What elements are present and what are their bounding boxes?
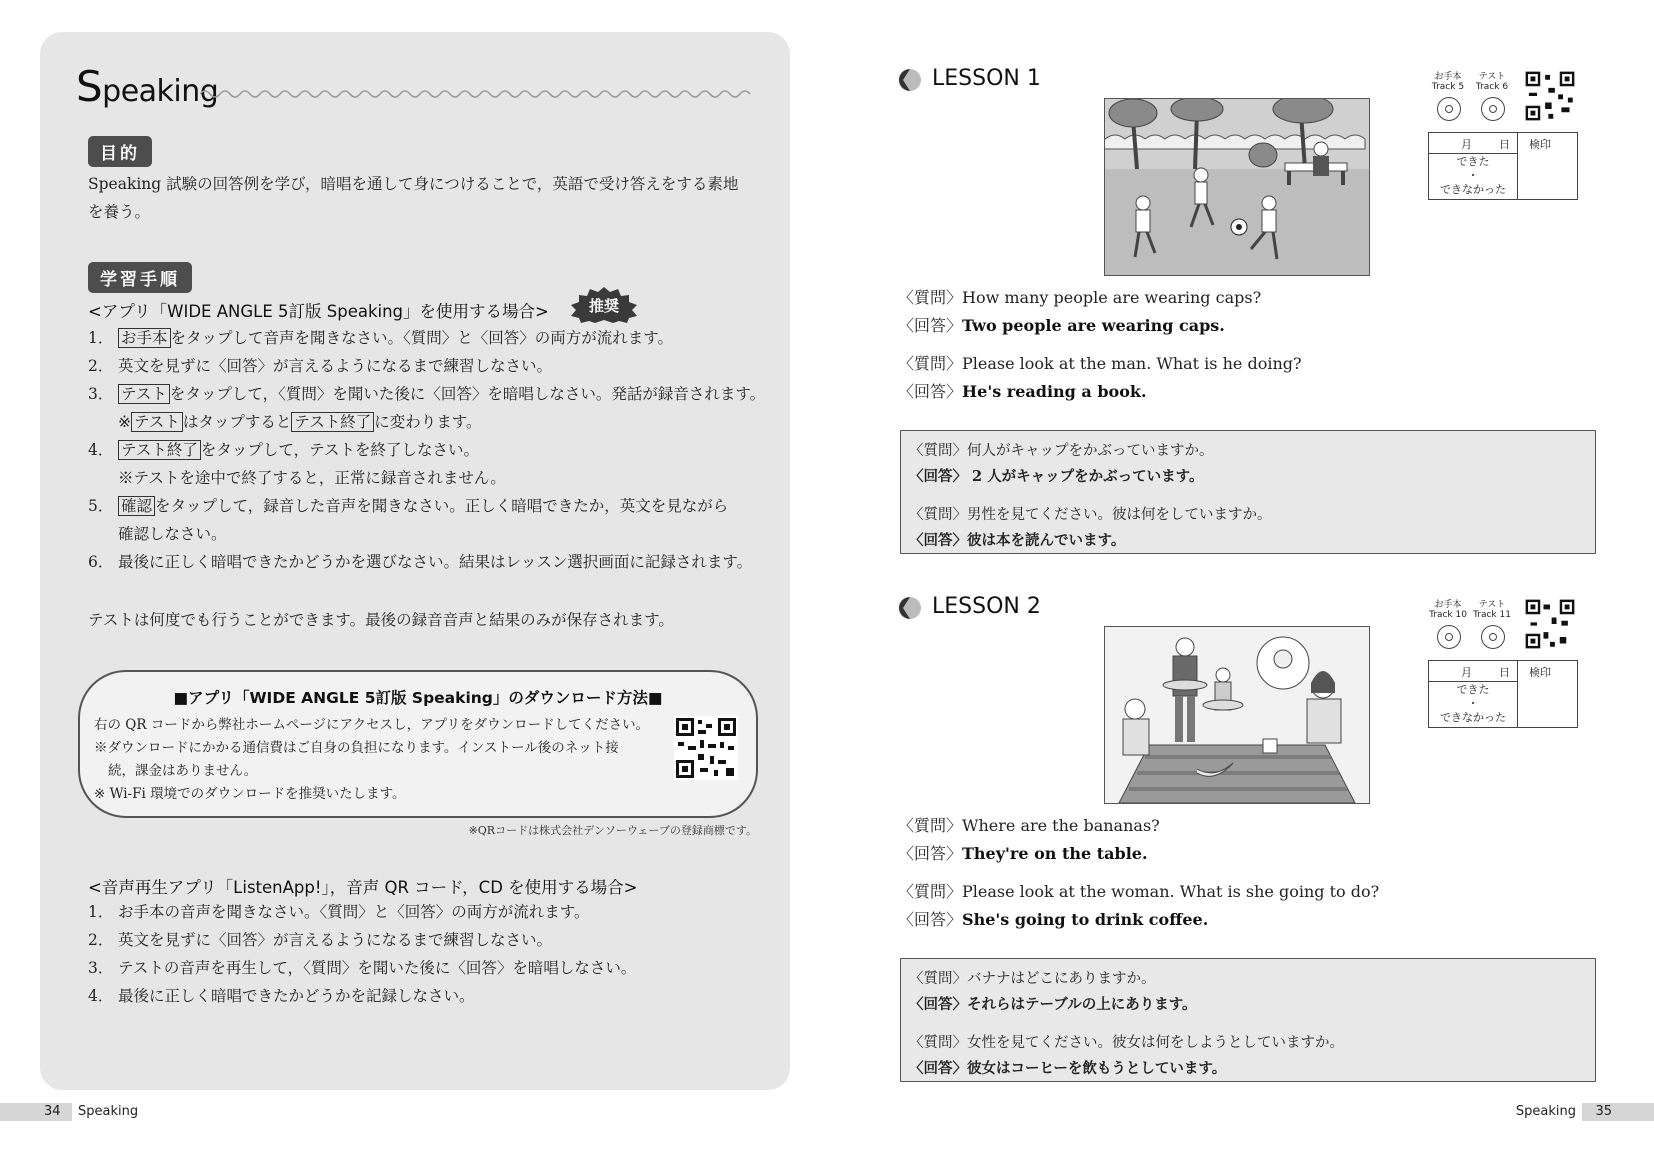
app-usage-heading: <アプリ「WIDE ANGLE 5訂版 Speaking」を使用する場合> <box>88 302 549 321</box>
lesson-1-model-track-label: お手本 Track 5 <box>1431 72 1465 92</box>
lesson-1-jp-q2: 〈質問〉男性を見てください。彼は何をしていますか。 <box>909 507 1272 523</box>
download-title: ■アプリ「WIDE ANGLE 5訂版 Speaking」のダウンロード方法■ <box>173 689 663 707</box>
lesson-1-model-cd-icon[interactable] <box>1437 97 1461 121</box>
lesson-marker-icon <box>898 596 922 620</box>
lesson-1-qr-code-icon[interactable] <box>1524 70 1576 122</box>
listen-step-2: 2． 英文を見ずに〈回答〉が言えるようになるまで練習しなさい。 <box>88 931 553 949</box>
lesson-1-translation-box <box>900 430 1596 554</box>
left-footer-label: Speaking <box>78 1104 139 1119</box>
lesson-2-q2: 〈質問〉Please look at the woman. What is she going to do? <box>898 882 1380 901</box>
app-step-3: 3． テスト をタップして，〈質問〉を聞いた後に〈回答〉を暗唱しなさい。発話が録音されます。 <box>88 385 766 403</box>
lesson-2-test-track-label: テスト Track 11 <box>1473 600 1511 620</box>
left-page-number: 34 <box>44 1104 61 1119</box>
download-instructions-box <box>78 670 758 818</box>
app-step-3-note: ※ テスト はタップすると テスト終了 に変わります。 <box>118 413 482 431</box>
lesson-2-jp-q1: 〈質問〉バナナはどこにありますか。 <box>909 971 1156 987</box>
right-footer-label: Speaking <box>1515 1104 1576 1119</box>
lesson-2-day-label: 日 <box>1499 666 1510 679</box>
lesson-2-title: LESSON 2 <box>932 594 1041 619</box>
lesson-2-test-cd-icon[interactable] <box>1481 625 1505 649</box>
recommend-badge <box>569 287 639 323</box>
lesson-2-a2: 〈回答〉She's going to drink coffee. <box>898 910 1209 929</box>
listen-step-1: 1． お手本の音声を聞きなさい。〈質問〉と〈回答〉の両方が流れます。 <box>88 903 590 921</box>
lesson-1-month-label: 月 <box>1461 138 1472 151</box>
app-step-5: 5． 確認 をタップして，録音した音声を聞きなさい。正しく暗唱できたか，英文を見ながら <box>88 497 729 515</box>
lesson-1-record-box <box>1428 132 1578 200</box>
lesson-2-result-options[interactable]: できた ・ できなかった <box>1440 683 1506 724</box>
page-title: Speaking <box>76 62 219 111</box>
lesson-2-jp-q2: 〈質問〉女性を見てください。彼女は何をしようとしていますか。 <box>909 1035 1344 1051</box>
footer-right-bar <box>1582 1103 1654 1121</box>
lesson-2-q1: 〈質問〉Where are the bananas? <box>898 816 1160 835</box>
app-step-4: 4． テスト終了 をタップして，テストを終了しなさい。 <box>88 441 479 459</box>
lesson-1-a2: 〈回答〉He's reading a book. <box>898 382 1147 401</box>
purpose-tag: 目的 <box>88 136 152 167</box>
svg-text:推奨: 推奨 <box>588 297 620 315</box>
listen-step-3: 3． テストの音声を再生して，〈質問〉を聞いた後に〈回答〉を暗唱しなさい。 <box>88 959 637 977</box>
lesson-1-stamp-label: 検印 <box>1529 138 1551 151</box>
lesson-2-model-track-label: お手本 Track 10 <box>1429 600 1467 620</box>
lesson-1-illustration-park <box>1104 98 1370 276</box>
lesson-1-jp-q1: 〈質問〉何人がキャップをかぶっていますか。 <box>909 443 1214 459</box>
lesson-1-a1: 〈回答〉Two people are wearing caps. <box>898 316 1225 335</box>
lesson-1-jp-a1: 〈回答〉 2 人がキャップをかぶっています。 <box>909 468 1204 485</box>
lesson-1-test-track-label: テスト Track 6 <box>1475 72 1509 92</box>
lesson-1-title: LESSON 1 <box>932 66 1041 91</box>
title-wave-decoration <box>200 88 755 100</box>
download-text: 右の QR コードから弊社ホームページにアクセスし，アプリをダウンロードしてください。 ※ダウンロードにかかる通信費はご自身の負担になります。インストール後のネット接 続，課金はありません。 ※ Wi-Fi 環境でのダウンロードを推奨いたします。 <box>94 717 650 802</box>
lesson-1-q2: 〈質問〉Please look at the man. What is he doing? <box>898 354 1302 373</box>
app-step-1: 1． お手本 をタップして音声を聞きなさい。〈質問〉と〈回答〉の両方が流れます。 <box>88 329 674 347</box>
app-step-2: 2． 英文を見ずに〈回答〉が言えるようになるまで練習しなさい。 <box>88 357 553 375</box>
lesson-2-jp-a2: 〈回答〉彼女はコーヒーを飲もうとしています。 <box>909 1060 1227 1077</box>
app-step-5-cont: 確認しなさい。 <box>118 525 227 543</box>
lesson-2-qr-code-icon[interactable] <box>1524 598 1576 650</box>
footer-left-bar <box>0 1103 72 1121</box>
lesson-2-translation-box <box>900 958 1596 1082</box>
lesson-2-a1: 〈回答〉They're on the table. <box>898 844 1148 863</box>
lesson-1-day-label: 日 <box>1499 138 1510 151</box>
lesson-1-result-options[interactable]: できた ・ できなかった <box>1440 155 1506 196</box>
lesson-2-record-box <box>1428 660 1578 728</box>
lesson-1-jp-a2: 〈回答〉彼は本を読んでいます。 <box>909 532 1126 549</box>
repeat-note: テストは何度でも行うことができます。最後の録音音声と結果のみが保存されます。 <box>88 611 674 629</box>
qr-trademark-note: ※QRコードは株式会社デンソーウェーブの登録商標です。 <box>468 824 757 837</box>
lesson-1-q1: 〈質問〉How many people are wearing caps? <box>898 288 1262 307</box>
procedure-tag: 学習手順 <box>88 262 192 293</box>
lesson-2-model-cd-icon[interactable] <box>1437 625 1461 649</box>
lesson-marker-icon <box>898 68 922 92</box>
listenapp-heading: <音声再生アプリ「ListenApp!」，音声 QR コード，CD を使用する場合> <box>88 878 638 897</box>
qr-code-icon[interactable] <box>674 716 738 780</box>
lesson-2-illustration-dining <box>1104 626 1370 804</box>
lesson-1-test-cd-icon[interactable] <box>1481 97 1505 121</box>
lesson-2-stamp-label: 検印 <box>1529 666 1551 679</box>
lesson-2-month-label: 月 <box>1461 666 1472 679</box>
app-step-4-note: ※テストを途中で終了すると，正常に録音されません。 <box>118 469 506 487</box>
listen-step-4: 4． 最後に正しく暗唱できたかどうかを記録しなさい。 <box>88 987 475 1005</box>
right-page-number: 35 <box>1595 1104 1612 1119</box>
app-step-6: 6． 最後に正しく暗唱できたかどうかを選びなさい。結果はレッスン選択画面に記録されます。 <box>88 553 753 571</box>
purpose-text: Speaking 試験の回答例を学び，暗唱を通して身につけることで，英語で受け答えをする素地 を養う。 <box>88 175 739 221</box>
lesson-2-jp-a1: 〈回答〉それらはテーブルの上にあります。 <box>909 996 1197 1013</box>
